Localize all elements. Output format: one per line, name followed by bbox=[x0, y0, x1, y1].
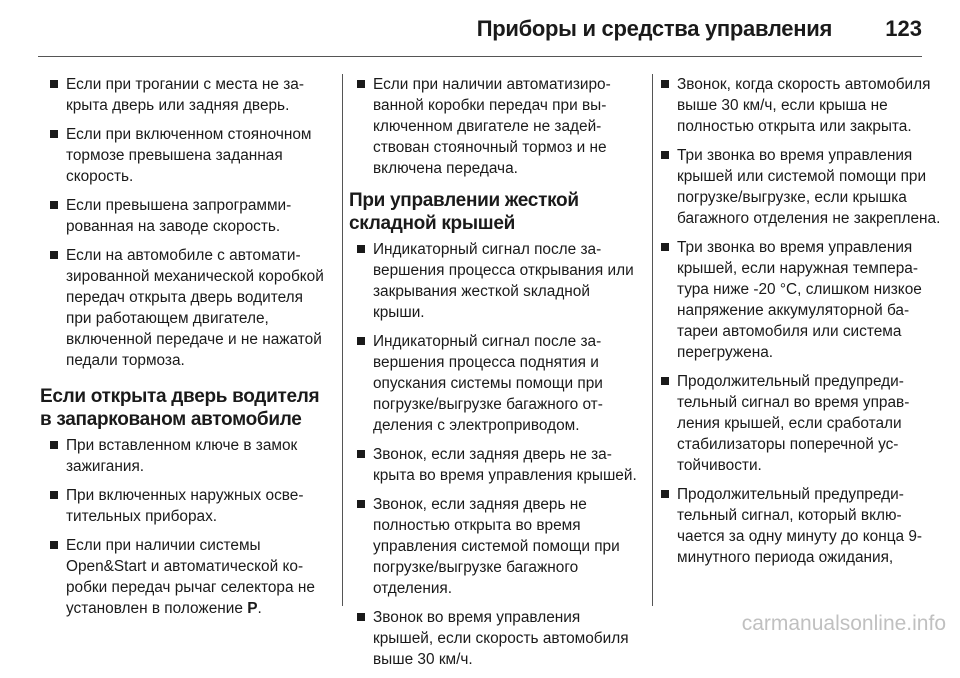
bullet-square-icon bbox=[357, 613, 365, 621]
list-item: Если при наличии системы Open&Start и автоматической коробки передач рычаг селектора не установлен в положение P. bbox=[50, 535, 330, 619]
bullet-square-icon bbox=[50, 130, 58, 138]
list-item: Продолжительный предупредительный сигнал во время управления крышей, если сработали стабилизаторы поперечной устойчивости. bbox=[661, 371, 941, 476]
bullet-square-icon bbox=[357, 245, 365, 253]
column-2 bbox=[349, 74, 637, 678]
bullet-square-icon bbox=[661, 243, 669, 251]
header-divider bbox=[38, 56, 922, 57]
list-item: При вставленном ключе в замок зажигания. bbox=[50, 435, 330, 477]
bullet-square-icon bbox=[50, 201, 58, 209]
column-divider-1 bbox=[342, 74, 343, 606]
list-item: Звонок во время управления крышей, если скорость автомобиля выше 30 км/ч. bbox=[357, 607, 637, 670]
section-heading: Если открыта дверь водителя в запаркованом автомобиле bbox=[40, 386, 320, 430]
bullet-square-icon bbox=[50, 441, 58, 449]
bullet-square-icon bbox=[357, 337, 365, 345]
list-item: Если при трогании с места не закрыта дверь или задняя дверь. bbox=[50, 74, 330, 116]
list-item: Продолжительный предупредительный сигнал, который включается за одну минуту до конца 9-минутного периода ожидания, bbox=[661, 484, 941, 568]
list-item: Если на автомобиле с автоматизированной механической коробкой передач открыта дверь водителя при работающем двигателе, включенной передаче и не нажатой педали тормоза. bbox=[50, 245, 330, 371]
bullet-square-icon bbox=[50, 541, 58, 549]
bullet-square-icon bbox=[50, 491, 58, 499]
watermark: carmanualsonline.info bbox=[741, 612, 946, 635]
list-item: Если при включенном стояночном тормозе превышена заданная скорость. bbox=[50, 124, 330, 187]
list-item: Если при наличии автоматизированной коробки передач при выключенном двигателе не задействован стояночный тормоз и не включена передача. bbox=[357, 74, 637, 179]
page-header bbox=[0, 0, 960, 56]
page-title: Приборы и средства управления bbox=[476, 16, 832, 41]
bullet-square-icon bbox=[661, 80, 669, 88]
section-heading: При управлении жесткой складной крышей bbox=[349, 190, 579, 234]
page-number: 123 bbox=[885, 16, 922, 41]
gear-position-p: P bbox=[247, 600, 258, 617]
bullet-square-icon bbox=[661, 490, 669, 498]
bullet-square-icon bbox=[661, 151, 669, 159]
list-item: Звонок, если задняя дверь не полностью открыта во время управления системой помощи при погрузке/выгрузке багажного отделения. bbox=[357, 494, 637, 599]
bullet-square-icon bbox=[50, 251, 58, 259]
list-item: Звонок, когда скорость автомобиля выше 30 км/ч, если крыша не полностью открыта или закрыта. bbox=[661, 74, 941, 137]
list-item: Индикаторный сигнал после завершения процесса открывания или закрывания жесткой sкладной крыши. bbox=[357, 239, 637, 323]
column-divider-2 bbox=[652, 74, 653, 606]
list-item: При включенных наружных осветительных приборах. bbox=[50, 485, 330, 527]
list-item: Индикаторный сигнал после завершения процесса поднятия и опускания системы помощи при погрузке/выгрузке багажного отделения с электроприводом. bbox=[357, 331, 637, 436]
bullet-square-icon bbox=[661, 377, 669, 385]
bullet-square-icon bbox=[357, 80, 365, 88]
bullet-square-icon bbox=[50, 80, 58, 88]
list-item: Звонок, если задняя дверь не закрыта во время управления крышей. bbox=[357, 444, 637, 486]
list-item: Три звонка во время управления крышей, если наружная температура ниже -20 °C, слишком низкое напряжение аккумуляторной батареи автомобиля или система перегружена. bbox=[661, 237, 941, 363]
bullet-square-icon bbox=[357, 450, 365, 458]
bullet-square-icon bbox=[357, 500, 365, 508]
list-item: Если превышена запрограммированная на заводе скорость. bbox=[50, 195, 330, 237]
list-item: Три звонка во время управления крышей или системой помощи при погрузке/выгрузке, если крышка багажного отделения не закреплена. bbox=[661, 145, 941, 229]
column-1 bbox=[40, 74, 330, 627]
column-3 bbox=[661, 74, 941, 576]
